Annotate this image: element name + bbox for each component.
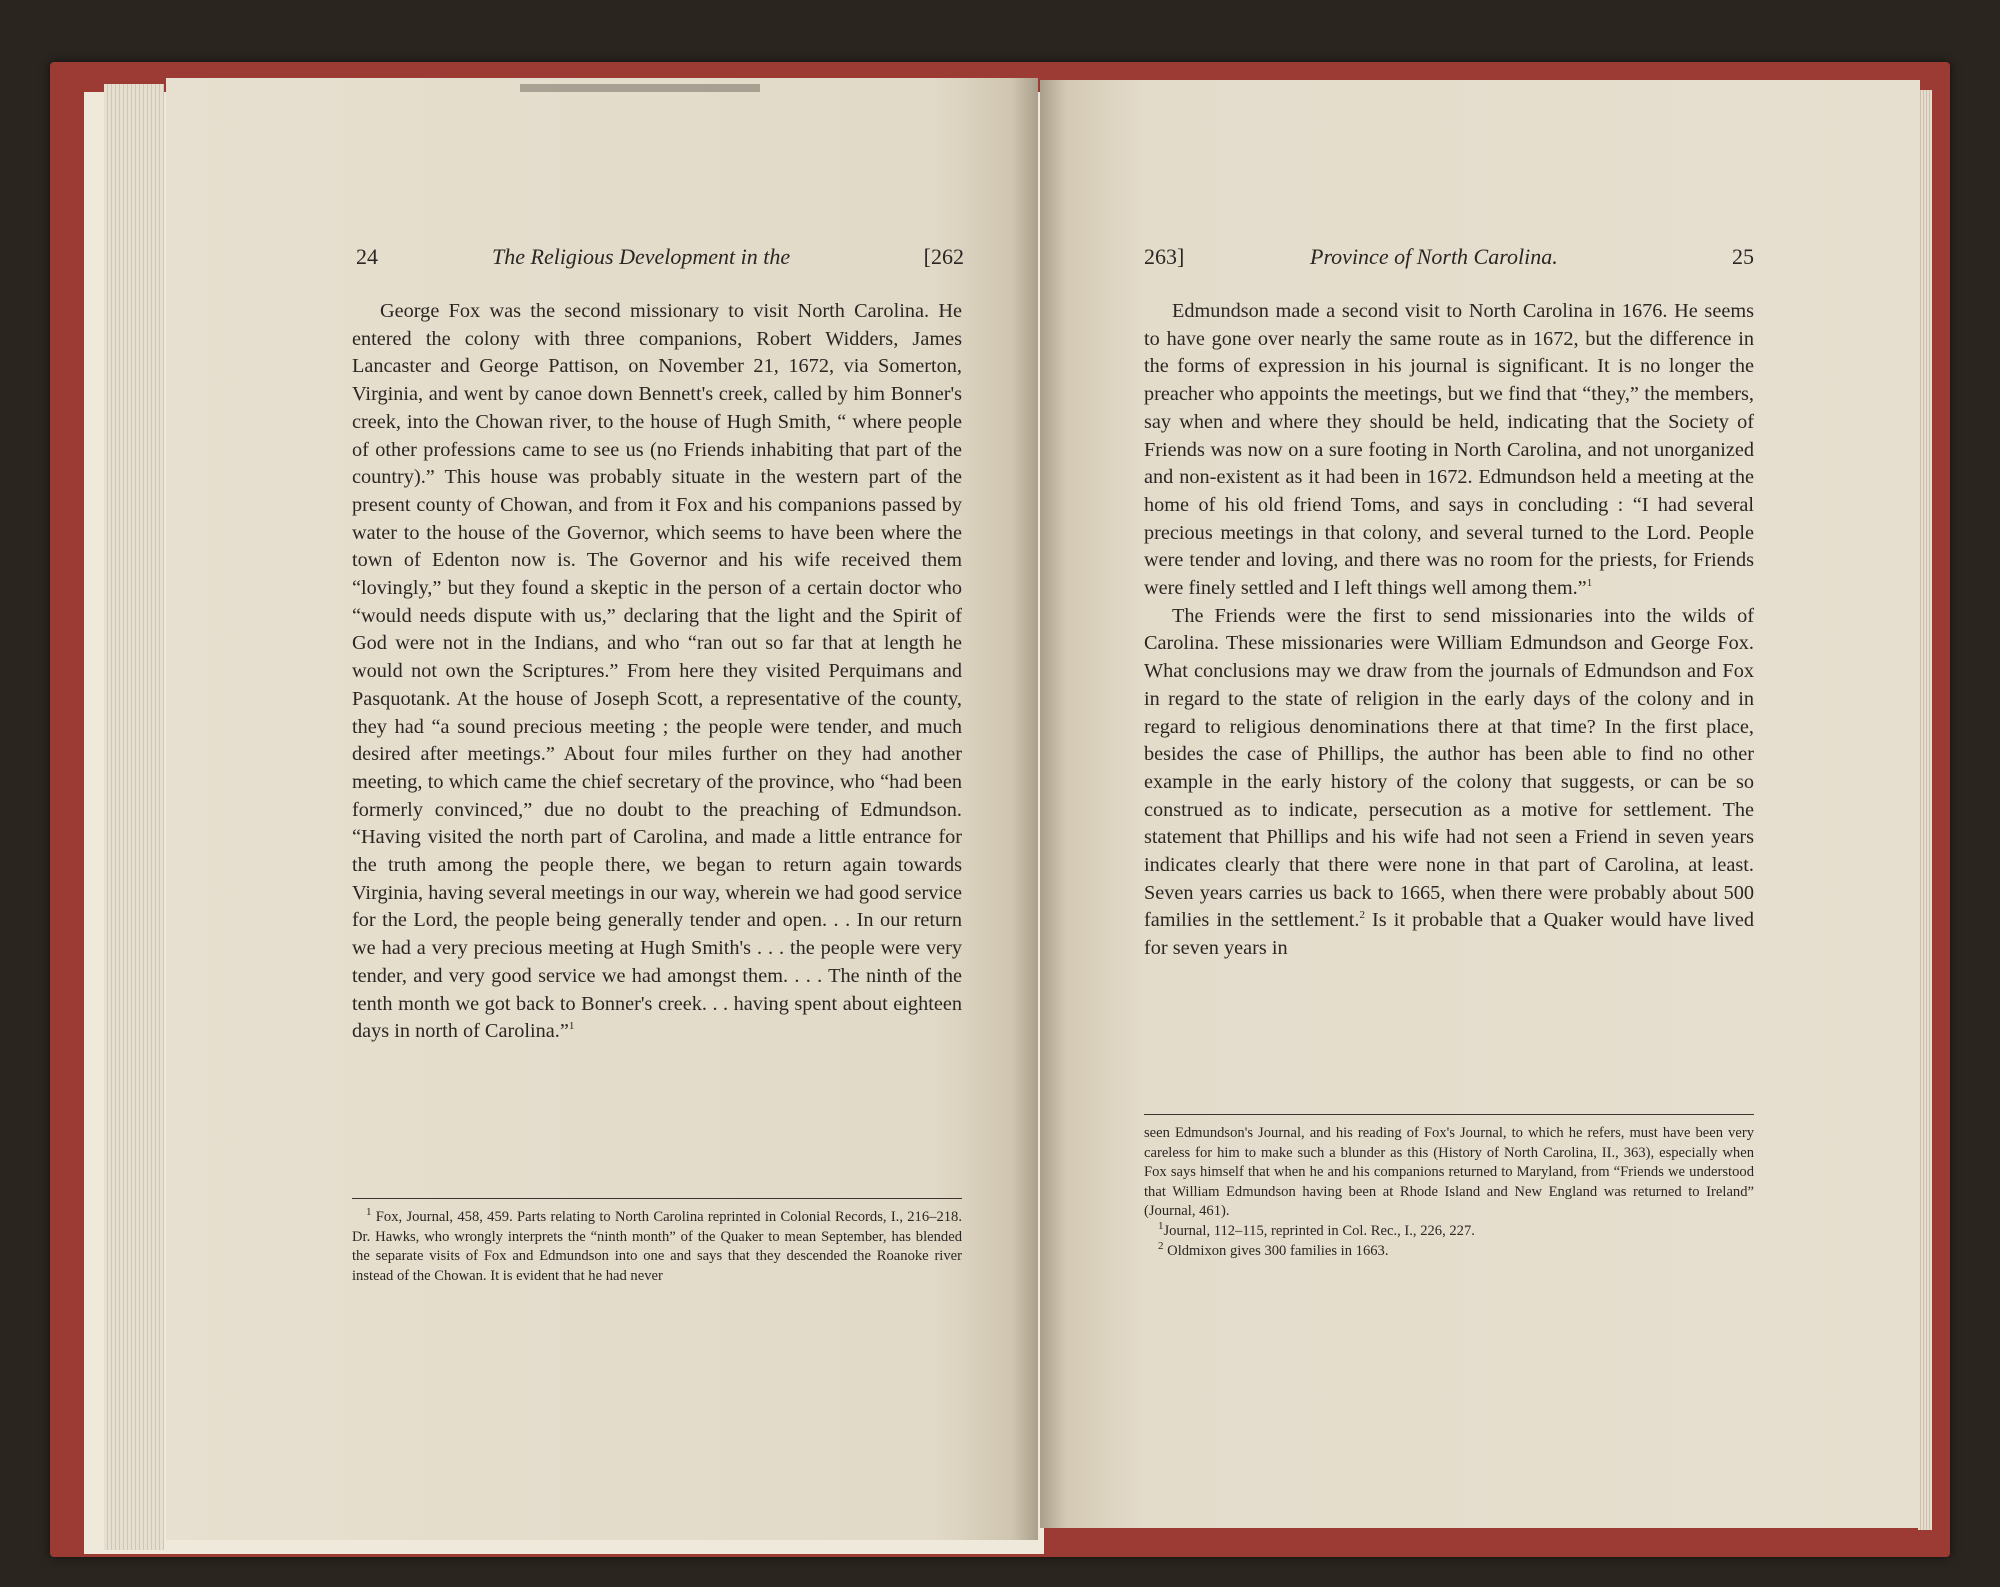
left-footnote-mark: 1: [366, 1206, 372, 1219]
left-footnote-text: Fox, Journal, 458, 459. Parts relating to North Carolina reprinted in Colonial Records, I., 216–218. Dr. Hawks, who wrongly interprets the “ninth month” of the Quaker to mean September, has blended the separate visits of Fox and Edmundson into one and says that they descended the Roanoke river instead of the Chowan. It is evident that he had never: [352, 1209, 962, 1284]
right-page-number: 25: [1732, 244, 1754, 269]
right-paragraph-1: Edmundson made a second visit to North Carolina in 1676. He seems to have gone over nearly the same route as in 1672, but the difference in the forms of expression in his journal is significant. It is no longer the preacher who appoints the meetings, but we find that “they,” the members, say when and where they should be held, indicating that the Society of Friends was now on a sure footing in North Carolina, and not unorganized and non-existent as it had been in 1672. Edmundson held a meeting at the home of his old friend Toms, and says in concluding : “I had several precious meetings in that colony, and several turned to the Lord. People were tender and loving, and there was no room for the priests, for Friends were finely settled and I left things well among them.”: [1144, 300, 1754, 600]
right-footnote-1-mark: 1: [1158, 1220, 1164, 1233]
right-footnote-continuation: seen Edmundson's Journal, and his reading of Fox's Journal, to which he refers, must have been very careless for him to make such a blunder as this (History of North Carolina, II., 363), especially when Fox says himself that when he and his companions returned to Maryland, from “Friends we understood that William Edmundson having been at Rhode Island and New England was returned to Ireland” (Journal, 461).: [1144, 1125, 1754, 1220]
left-page-number: 24: [356, 244, 378, 269]
left-body-text: [352, 298, 962, 1046]
right-paragraph-2-tail: Is it probable that a Quaker would have lived for seven years in: [1144, 909, 1754, 960]
right-footnote-1: Journal, 112–115, reprinted in Col. Rec., I., 226, 227.: [1163, 1222, 1475, 1239]
page-edges-left: [104, 84, 164, 1550]
bleed-through-mark: [520, 84, 760, 92]
left-body-footnote-ref: 1: [568, 1020, 575, 1033]
left-footnote: [352, 1208, 962, 1286]
left-running-head: [356, 244, 964, 274]
right-bracket-number: 263]: [1144, 244, 1185, 269]
right-para2-footnote-ref: 2: [1359, 909, 1365, 922]
right-para1-footnote-ref: 1: [1586, 577, 1593, 590]
right-footnote-2: Oldmixon gives 300 families in 1663.: [1167, 1242, 1389, 1259]
page-edges-right: [1918, 90, 1932, 1530]
right-running-head: [1144, 244, 1754, 274]
right-running-title: Province of North Carolina.: [1310, 244, 1558, 269]
right-footnote-2-mark: 2: [1158, 1239, 1164, 1252]
right-footnote-rule: [1144, 1114, 1754, 1115]
right-body-text: [1144, 298, 1754, 963]
left-footnote-rule: [352, 1198, 962, 1199]
right-paragraph-2: The Friends were the first to send missionaries into the wilds of Carolina. These missionaries were William Edmundson and George Fox. What conclusions may we draw from the journals of Edmundson and Fox in regard to the state of religion in the early days of the colony and in regard to religious denominations there at that time? In the first place, besides the case of Phillips, the author has been able to find no other example in the early history of the colony that suggests, or can be so construed as to indicate, persecution as a motive for settlement. The statement that Phillips and his wife had not seen a Friend in seven years indicates clearly that there were none in that part of Carolina, at least. Seven years carries us back to 1665, when there were probably about 500 families in the settlement.: [1144, 604, 1754, 932]
left-running-title: The Religious Development in the: [492, 244, 791, 269]
right-footnotes: [1144, 1124, 1754, 1261]
left-bracket-number: [262: [923, 244, 964, 269]
left-body-paragraph: George Fox was the second missionary to visit North Carolina. He entered the colony with three companions, Robert Widders, James Lancaster and George Pattison, on November 21, 1672, via Somerton, Virginia, and went by canoe down Bennett's creek, called by him Bonner's creek, into the Chowan river, to the house of Hugh Smith, “ where people of other professions came to see us (no Friends inhabiting that part of the country).” This house was probably situate in the western part of the present county of Chowan, and from it Fox and his companions passed by water to the house of the Governor, which seems to have been where the town of Edenton now is. The Governor and his wife received them “lovingly,” but they found a skeptic in the person of a certain doctor who “would needs dispute with us,” declaring that the light and the Spirit of God were not in the Indians, and who “ran out so far that at length he would not own the Scriptures.” From here they visited Perquimans and Pasquotank. At the house of Joseph Scott, a representative of the county, they had “a sound precious meeting ; the people were tender, and much desired after meetings.” About four miles further on they had another meeting, to which came the chief secretary of the province, who “had been formerly convinced,” due no doubt to the preaching of Edmundson. “Having visited the north part of Carolina, and made a little entrance for the truth among the people there, we began to return again towards Virginia, having several meetings in our way, wherein we had good service for the Lord, the people being generally tender and open. . . In our return we had a very precious meeting at Hugh Smith's . . . the people were very tender, and very good service we had amongst them. . . . The ninth of the tenth month we got back to Bonner's creek. . . having spent about eighteen days in north of Carolina.”: [352, 300, 962, 1043]
